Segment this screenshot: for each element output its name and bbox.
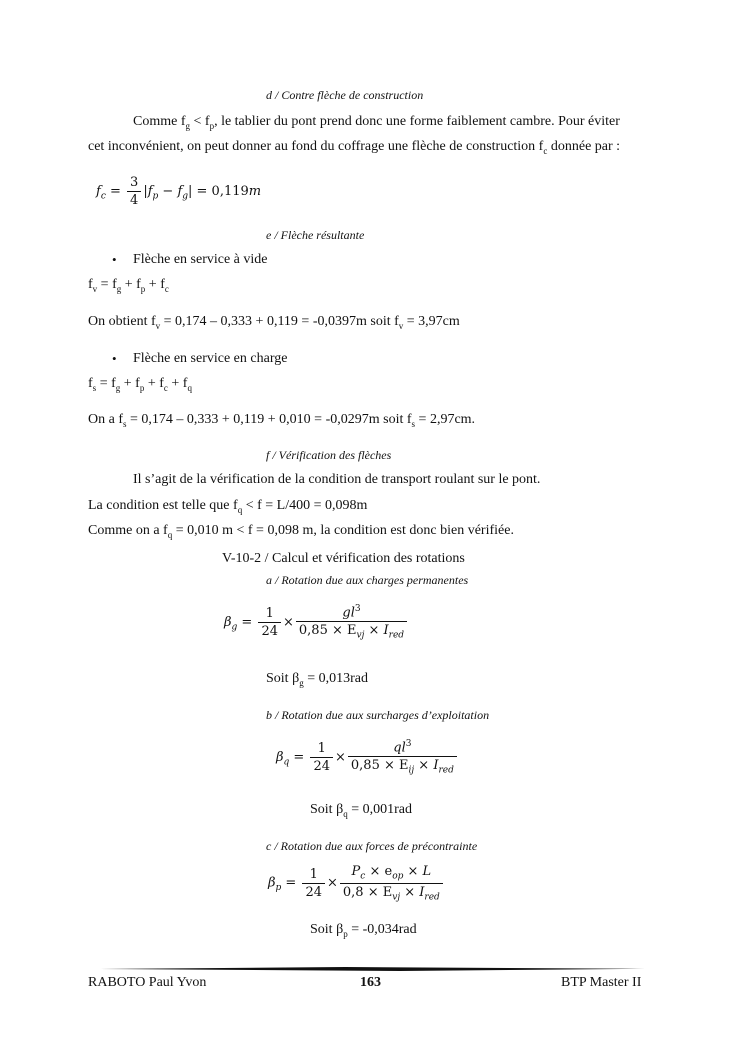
text: donnée par : xyxy=(547,139,621,154)
paragraph-ona xyxy=(88,412,475,429)
numerator: 1 xyxy=(265,605,274,621)
t: β xyxy=(276,749,284,765)
equals: = xyxy=(237,614,257,630)
denominator xyxy=(348,756,457,776)
s: v xyxy=(398,320,404,331)
t: ql xyxy=(393,740,406,756)
section-d-title: d / Contre flèche de construction xyxy=(266,88,424,102)
sub: g xyxy=(182,191,189,202)
t: = 0,001rad xyxy=(347,802,412,817)
text: < f xyxy=(190,114,210,129)
s: p xyxy=(139,382,145,393)
s: q xyxy=(167,529,173,540)
t: × I xyxy=(414,758,439,774)
s: p xyxy=(140,283,146,294)
fraction-gl3 xyxy=(296,604,407,641)
s: red xyxy=(388,630,405,641)
s: s xyxy=(92,382,97,393)
s: q xyxy=(283,757,290,768)
t: La condition est telle que f xyxy=(88,498,238,513)
numerator: 1 xyxy=(309,866,318,882)
t: 0,85 × E xyxy=(350,758,409,774)
formula-fc xyxy=(96,175,261,208)
s: s xyxy=(123,418,127,429)
bullet-fleche-charge xyxy=(133,351,287,367)
section-b-title: b / Rotation due aux surcharges d’exploitation xyxy=(266,708,490,722)
t: = 0,174 – 0,333 + 0,119 + 0,010 = -0,0297m soit f xyxy=(126,412,412,427)
t: = -0,034rad xyxy=(347,922,417,937)
equals: = xyxy=(105,184,126,199)
formula-fs xyxy=(88,376,192,393)
s: g xyxy=(299,677,304,688)
denominator xyxy=(340,883,443,903)
denominator: 24 xyxy=(310,757,333,774)
t: × I xyxy=(400,884,425,900)
denominator xyxy=(296,621,407,641)
section-f-title: f / Vérification des flèches xyxy=(266,448,392,462)
numerator: 3 xyxy=(130,175,139,190)
result-beta-p xyxy=(310,922,417,939)
s: c xyxy=(164,283,169,294)
paragraph-comme-fq xyxy=(88,523,514,540)
fraction-3-4 xyxy=(127,175,141,208)
t: = 3,97cm xyxy=(403,314,460,329)
result-beta-g xyxy=(266,671,368,688)
page-number: 163 xyxy=(360,975,381,990)
s: 3 xyxy=(354,604,361,614)
section-c-title: c / Rotation due aux forces de précontrainte xyxy=(266,839,478,853)
t: Soit β xyxy=(310,802,344,817)
s: g xyxy=(115,382,121,393)
t: × I xyxy=(364,623,389,639)
footer-rule xyxy=(100,967,645,971)
t: × L xyxy=(403,864,432,879)
t: × e xyxy=(365,864,393,879)
s: red xyxy=(424,892,440,903)
footer-program: BTP Master II xyxy=(561,975,642,990)
t: β xyxy=(224,614,232,630)
t: f xyxy=(88,376,93,391)
s: q xyxy=(343,808,348,819)
numerator xyxy=(390,739,414,756)
times: × xyxy=(327,875,338,891)
times: × xyxy=(335,749,346,765)
t: On obtient f xyxy=(88,314,156,329)
s: vj xyxy=(392,892,401,903)
s: q xyxy=(187,382,192,393)
text: , le tablier du pont prend donc une forme faiblement cambre. Pour éviter xyxy=(214,114,620,129)
s: c xyxy=(360,871,366,882)
s: v xyxy=(155,320,161,331)
t: β xyxy=(268,875,276,891)
abs-open: |f xyxy=(143,184,153,199)
paragraph-condition xyxy=(88,498,367,515)
s: c xyxy=(163,382,168,393)
bullet-text: Flèche en service à vide xyxy=(133,252,268,267)
equals: = xyxy=(281,875,301,891)
sub: c xyxy=(100,191,106,202)
minus: − f xyxy=(158,184,183,199)
s: vj xyxy=(356,630,365,641)
subscript: p xyxy=(209,120,215,131)
footer-author: RABOTO Paul Yvon xyxy=(88,975,207,990)
s: p xyxy=(275,883,282,894)
t: + f xyxy=(167,376,188,391)
t: + f xyxy=(121,277,141,292)
s: ij xyxy=(408,765,415,776)
numerator: 1 xyxy=(317,740,326,756)
numerator xyxy=(339,604,363,621)
t: = 0,174 – 0,333 + 0,119 = -0,0397m soit f xyxy=(160,314,399,329)
t: 0,85 × E xyxy=(298,623,357,639)
t: f xyxy=(88,277,93,292)
t: = 0,013rad xyxy=(303,671,368,686)
s: g xyxy=(231,622,238,633)
section-e-title: e / Flèche résultante xyxy=(266,228,365,242)
paragraph-verification: Il s’agit de la vérification de la condition de transport roulant sur le pont. xyxy=(133,472,541,487)
s: 3 xyxy=(405,739,412,749)
t: = f xyxy=(97,277,117,292)
formula-beta-p xyxy=(268,864,445,902)
formula-beta-g xyxy=(224,604,409,641)
t: Soit β xyxy=(266,671,300,686)
f: f xyxy=(96,184,101,199)
fraction-pc xyxy=(340,864,443,902)
paragraph-inconvenient xyxy=(88,139,620,156)
text: Comme f xyxy=(133,114,186,129)
times: × xyxy=(283,614,294,630)
unit: m xyxy=(248,184,262,199)
sub: p xyxy=(152,191,159,202)
t: + f xyxy=(144,376,164,391)
s: p xyxy=(343,928,348,939)
formula-fv xyxy=(88,277,169,294)
t: P xyxy=(351,864,361,879)
t: Comme on a f xyxy=(88,523,168,538)
paragraph-obtient xyxy=(88,314,460,331)
t: gl xyxy=(342,605,355,621)
denominator: 24 xyxy=(302,883,325,900)
bullet-text: Flèche en service en charge xyxy=(133,351,288,366)
fraction-1-24 xyxy=(302,867,325,900)
s: g xyxy=(116,283,122,294)
text: cet inconvénient, on peut donner au fond du coffrage une flèche de construction f xyxy=(88,139,544,154)
s: v xyxy=(92,283,98,294)
main-section-title: V-10-2 / Calcul et vérification des rotations xyxy=(222,551,465,566)
result: | = 0,119 xyxy=(188,184,249,199)
s: s xyxy=(411,418,416,429)
t: + f xyxy=(145,277,165,292)
t: + f xyxy=(120,376,140,391)
fraction-1-24 xyxy=(310,741,333,774)
s: q xyxy=(237,504,243,515)
t: On a f xyxy=(88,412,123,427)
s: op xyxy=(392,871,404,882)
t: < f = L/400 = 0,098m xyxy=(242,498,368,513)
fraction-ql3 xyxy=(348,739,457,776)
paragraph-comme-fg xyxy=(133,114,620,131)
result-beta-q xyxy=(310,802,412,819)
t: = 2,97cm. xyxy=(415,412,476,427)
subscript: g xyxy=(185,120,190,131)
t: Soit β xyxy=(310,922,344,937)
numerator xyxy=(349,864,435,883)
subscript: c xyxy=(543,145,548,156)
formula-beta-q xyxy=(276,739,459,776)
s: red xyxy=(438,765,454,776)
t: 0,8 × E xyxy=(342,884,393,900)
equals: = xyxy=(289,749,309,765)
t: = f xyxy=(96,376,116,391)
bullet-fleche-vide xyxy=(133,252,268,268)
fraction-1-24 xyxy=(258,606,281,639)
denominator: 24 xyxy=(258,622,281,639)
t: = 0,010 m < f = 0,098 m, la condition est donc bien vérifiée. xyxy=(172,523,514,538)
section-a-title: a / Rotation due aux charges permanentes xyxy=(266,573,469,587)
denominator: 4 xyxy=(127,191,141,208)
